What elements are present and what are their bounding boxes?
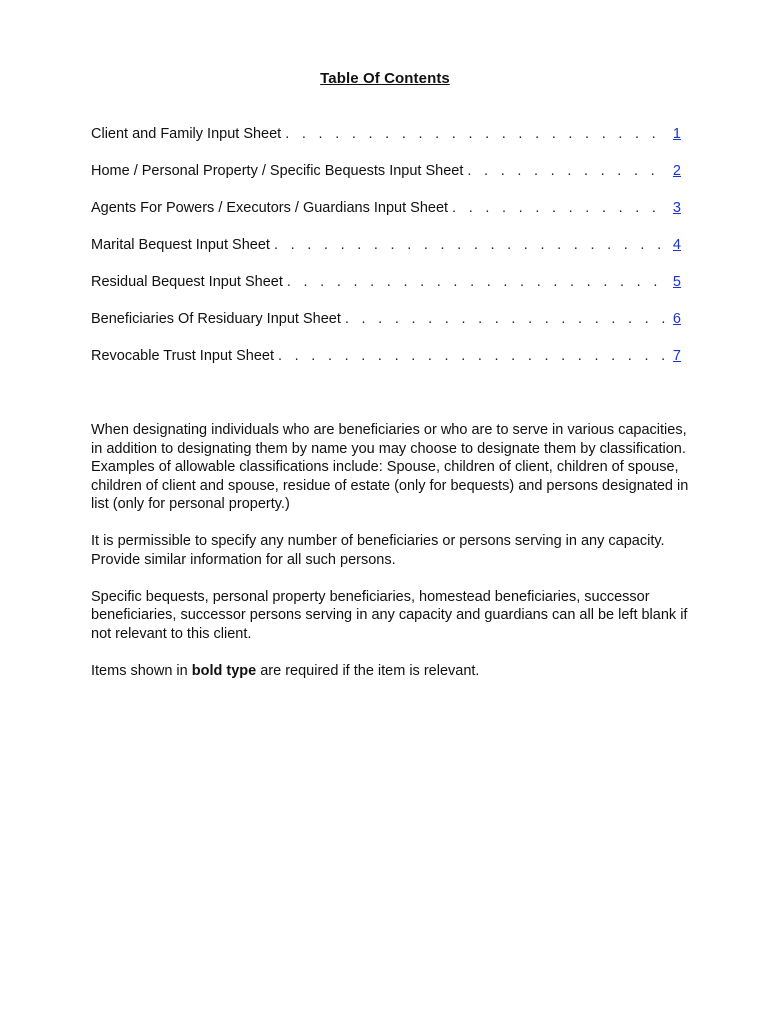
toc-entry-revocable-trust — [91, 348, 681, 385]
toc-page-link[interactable]: 7 — [672, 348, 681, 364]
toc-entry-agents — [91, 200, 681, 237]
toc-entry-residual-bequest — [91, 274, 681, 311]
toc-entry-label: Marital Bequest Input Sheet — [91, 237, 270, 253]
toc-leader-dots — [285, 126, 667, 142]
toc-entry-label: Revocable Trust Input Sheet — [91, 348, 274, 364]
any-number-paragraph: It is permissible to specify any number of beneficiaries or persons serving in any capacity. Provide similar information for all such persons. — [91, 533, 665, 568]
toc-entry-beneficiaries-residuary — [91, 311, 681, 348]
toc-leader-dots — [274, 237, 667, 253]
note-text-after: are required if the item is relevant. — [256, 662, 480, 679]
page-title: Table Of Contents — [320, 70, 450, 87]
toc-entry-label: Beneficiaries Of Residuary Input Sheet — [91, 311, 341, 327]
toc-entry-marital-bequest — [91, 237, 681, 274]
toc-page-link[interactable]: 5 — [672, 274, 681, 290]
toc-page-link[interactable]: 3 — [672, 200, 681, 216]
instructions-section — [91, 421, 691, 699]
designation-paragraph: When designating individuals who are beneficiaries or who are to serve in various capacities, in addition to designating them by name you may choose to designate them by classification. Examples of allowable classifications include: Spouse, children of client, children of spouse, children of client and spouse, residue of estate (only for bequests) and persons designated in list (only for personal property.) — [91, 422, 689, 512]
table-of-contents — [91, 126, 681, 385]
toc-page-link[interactable]: 2 — [672, 163, 681, 179]
required-items-note — [91, 662, 691, 681]
toc-leader-dots — [278, 348, 667, 364]
toc-leader-dots — [287, 274, 667, 290]
toc-entry-label: Agents For Powers / Executors / Guardians Input Sheet — [91, 200, 449, 216]
toc-entry-label: Residual Bequest Input Sheet — [91, 274, 283, 290]
toc-entry-label: Home / Personal Property / Specific Bequests Input Sheet — [91, 163, 464, 179]
toc-entry-home-property — [91, 163, 681, 200]
toc-page-link[interactable]: 1 — [672, 126, 681, 142]
toc-page-link[interactable]: 6 — [672, 311, 681, 327]
note-bold-text: bold type — [191, 662, 257, 679]
toc-leader-dots — [452, 200, 667, 216]
toc-leader-dots — [467, 163, 667, 179]
note-text-before: Items shown in — [91, 662, 192, 679]
toc-entry-label: Client and Family Input Sheet — [91, 126, 282, 142]
toc-entry-client-family — [91, 126, 681, 163]
toc-leader-dots — [345, 311, 667, 327]
toc-page-link[interactable]: 4 — [672, 237, 681, 253]
blank-fields-paragraph: Specific bequests, personal property beneficiaries, homestead beneficiaries, successor beneficiaries, successor persons serving in any capacity and guardians can all be left blank if not relevant to this client. — [91, 588, 688, 642]
